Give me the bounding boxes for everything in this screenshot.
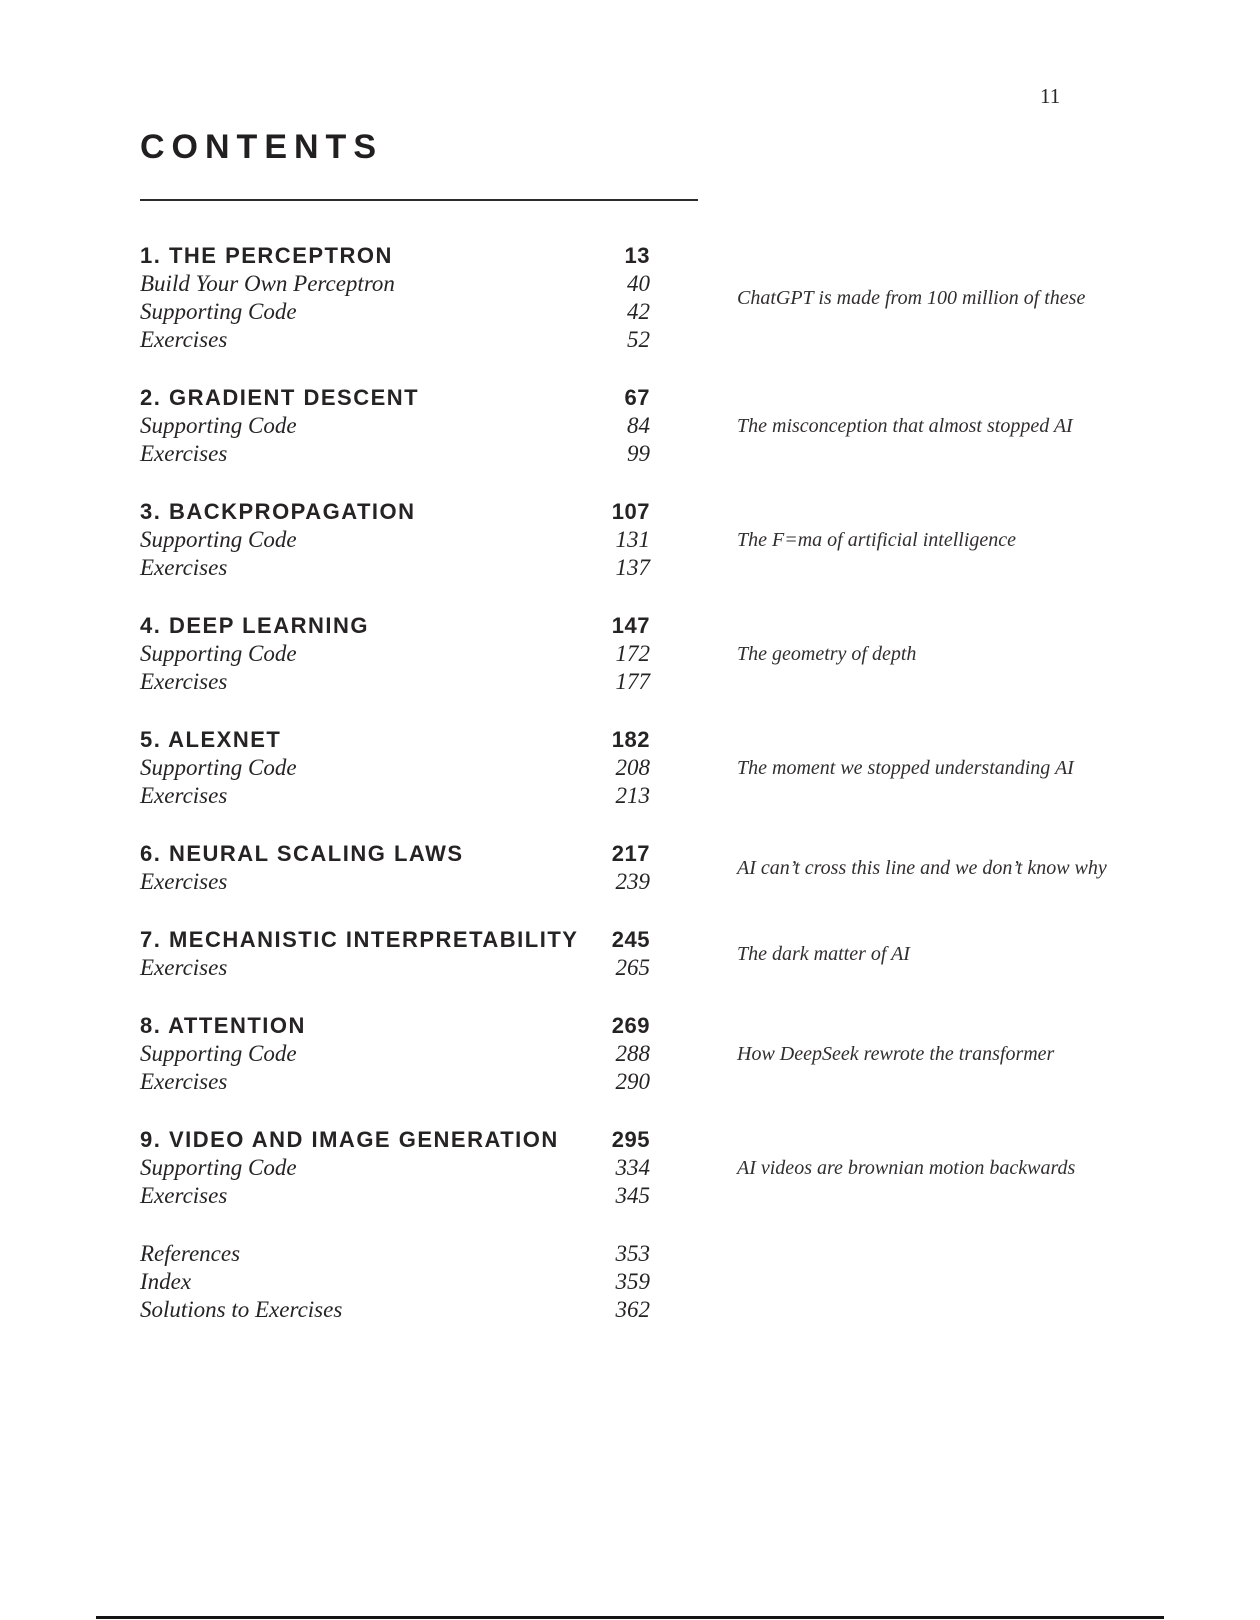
chapter-entries: [140, 926, 650, 982]
subentry-page-number: 40: [627, 271, 650, 296]
toc-subentry: [140, 526, 650, 554]
subentry-page-number: 84: [627, 413, 650, 438]
subentry-page-number: 290: [615, 1069, 650, 1094]
toc-subentry: [140, 754, 650, 782]
chapter-entries: [140, 726, 650, 810]
subentry-label: Supporting Code: [140, 1041, 297, 1066]
chapter-entries: [140, 242, 650, 354]
page-number: 11: [1040, 84, 1061, 108]
toc-subentry: [140, 954, 650, 982]
subentry-list: [140, 412, 650, 468]
chapter-entries: [140, 1126, 650, 1210]
subentry-label: Supporting Code: [140, 755, 297, 780]
toc-subentry: [140, 782, 650, 810]
subentry-page-number: 359: [615, 1269, 650, 1294]
chapter-title: 7. MECHANISTIC INTERPRETABILITY: [140, 927, 579, 952]
toc-subentry: [140, 1268, 650, 1296]
subentry-label: Supporting Code: [140, 527, 297, 552]
chapter-entries: [140, 612, 650, 696]
subentry-page-number: 99: [627, 441, 650, 466]
toc-chapter: [140, 726, 1140, 810]
toc-chapter: [140, 1012, 1140, 1096]
subentry-label: Exercises: [140, 669, 228, 694]
toc-subentry: [140, 1182, 650, 1210]
chapter-title: 9. VIDEO AND IMAGE GENERATION: [140, 1127, 559, 1152]
subentry-label: Build Your Own Perceptron: [140, 271, 395, 296]
toc-subentry: [140, 298, 650, 326]
chapter-heading-row: [140, 498, 650, 526]
chapter-heading-row: [140, 726, 650, 754]
chapter-page-number: 147: [611, 613, 650, 638]
chapter-annotation: ChatGPT is made from 100 million of these: [737, 286, 1086, 309]
subentry-list: [140, 1040, 650, 1096]
toc-subentry: [140, 412, 650, 440]
chapter-entries: [140, 384, 650, 468]
chapter-title: 1. THE PERCEPTRON: [140, 243, 393, 268]
toc-subentry: [140, 1240, 650, 1268]
toc-subentry: [140, 1040, 650, 1068]
subentry-label: Exercises: [140, 1183, 228, 1208]
subentry-page-number: 334: [615, 1155, 650, 1180]
subentry-page-number: 137: [615, 555, 650, 580]
chapter-title: 4. DEEP LEARNING: [140, 613, 369, 638]
chapter-title: 3. BACKPROPAGATION: [140, 499, 416, 524]
subentry-label: Supporting Code: [140, 299, 297, 324]
chapter-heading-row: [140, 926, 650, 954]
toc-subentry: [140, 640, 650, 668]
backmatter-entries: [140, 1240, 650, 1324]
chapter-title: 8. ATTENTION: [140, 1013, 306, 1038]
toc-chapter: [140, 242, 1140, 354]
chapter-page-number: 217: [611, 841, 650, 866]
subentry-page-number: 42: [627, 299, 650, 324]
toc-backmatter: [140, 1240, 1140, 1324]
toc-chapter: [140, 384, 1140, 468]
toc-subentry: [140, 868, 650, 896]
toc-subentry: [140, 440, 650, 468]
subentry-label: Exercises: [140, 555, 228, 580]
subentry-list: [140, 754, 650, 810]
subentry-label: Index: [140, 1269, 192, 1294]
toc-subentry: [140, 326, 650, 354]
chapter-page-number: 107: [611, 499, 650, 524]
chapter-page-number: 182: [611, 727, 650, 752]
subentry-list: [140, 526, 650, 582]
chapter-heading-row: [140, 1126, 650, 1154]
subentry-label: Exercises: [140, 869, 228, 894]
toc-subentry: [140, 554, 650, 582]
subentry-page-number: 177: [615, 669, 650, 694]
subentry-label: References: [140, 1241, 241, 1266]
chapter-annotation: The moment we stopped understanding AI: [737, 756, 1074, 779]
subentry-page-number: 131: [615, 527, 650, 552]
chapter-heading-row: [140, 1012, 650, 1040]
subentry-page-number: 52: [627, 327, 650, 352]
toc-subentry: [140, 1296, 650, 1324]
toc-subentry: [140, 1154, 650, 1182]
subentry-label: Exercises: [140, 955, 228, 980]
subentry-label: Solutions to Exercises: [140, 1297, 343, 1322]
chapter-entries: [140, 840, 650, 896]
subentry-list: [140, 1154, 650, 1210]
toc-chapter: [140, 1126, 1140, 1210]
subentry-label: Supporting Code: [140, 641, 297, 666]
toc-subentry: [140, 668, 650, 696]
chapter-title: 5. ALEXNET: [140, 727, 282, 752]
toc-chapter: [140, 926, 1140, 982]
subentry-page-number: 208: [615, 755, 650, 780]
bottom-rule: [96, 1616, 1164, 1619]
chapter-annotation: The dark matter of AI: [737, 942, 910, 965]
subentry-label: Exercises: [140, 327, 228, 352]
subentry-list: [140, 640, 650, 696]
chapter-annotation: The misconception that almost stopped AI: [737, 414, 1073, 437]
toc-subentry: [140, 270, 650, 298]
chapter-annotation: AI can’t cross this line and we don’t know why: [737, 856, 1107, 879]
subentry-page-number: 362: [615, 1297, 650, 1322]
chapter-entries: [140, 498, 650, 582]
toc-chapter: [140, 840, 1140, 896]
subentry-page-number: 213: [615, 783, 650, 808]
chapter-entries: [140, 1012, 650, 1096]
subentry-page-number: 172: [615, 641, 650, 666]
chapter-annotation: AI videos are brownian motion backwards: [737, 1156, 1076, 1179]
chapter-annotation: How DeepSeek rewrote the transformer: [737, 1042, 1055, 1065]
chapter-heading-row: [140, 242, 650, 270]
chapter-page-number: 295: [611, 1127, 650, 1152]
subentry-list: [140, 270, 650, 354]
subentry-page-number: 288: [615, 1041, 650, 1066]
toc-chapter: [140, 498, 1140, 582]
chapter-title: 2. GRADIENT DESCENT: [140, 385, 420, 410]
subentry-list: [140, 868, 650, 896]
toc-chapter: [140, 612, 1140, 696]
chapter-heading-row: [140, 840, 650, 868]
subentry-page-number: 265: [615, 955, 650, 980]
chapter-heading-row: [140, 612, 650, 640]
page-title: CONTENTS: [140, 128, 383, 166]
toc-list: [140, 242, 1140, 1354]
chapter-page-number: 245: [611, 927, 650, 952]
subentry-label: Exercises: [140, 783, 228, 808]
subentry-label: Exercises: [140, 1069, 228, 1094]
subentry-list: [140, 954, 650, 982]
subentry-page-number: 239: [615, 869, 650, 894]
chapter-title: 6. NEURAL SCALING LAWS: [140, 841, 464, 866]
chapter-page-number: 67: [624, 385, 650, 410]
chapter-annotation: The geometry of depth: [737, 642, 917, 665]
chapter-page-number: 13: [624, 243, 650, 268]
subentry-label: Supporting Code: [140, 1155, 297, 1180]
subentry-label: Exercises: [140, 441, 228, 466]
chapter-annotation: The F=ma of artificial intelligence: [737, 528, 1017, 551]
subentry-page-number: 345: [615, 1183, 650, 1208]
chapter-heading-row: [140, 384, 650, 412]
toc-subentry: [140, 1068, 650, 1096]
chapter-page-number: 269: [611, 1013, 650, 1038]
subentry-label: Supporting Code: [140, 413, 297, 438]
title-rule: [140, 199, 698, 201]
subentry-page-number: 353: [615, 1241, 650, 1266]
